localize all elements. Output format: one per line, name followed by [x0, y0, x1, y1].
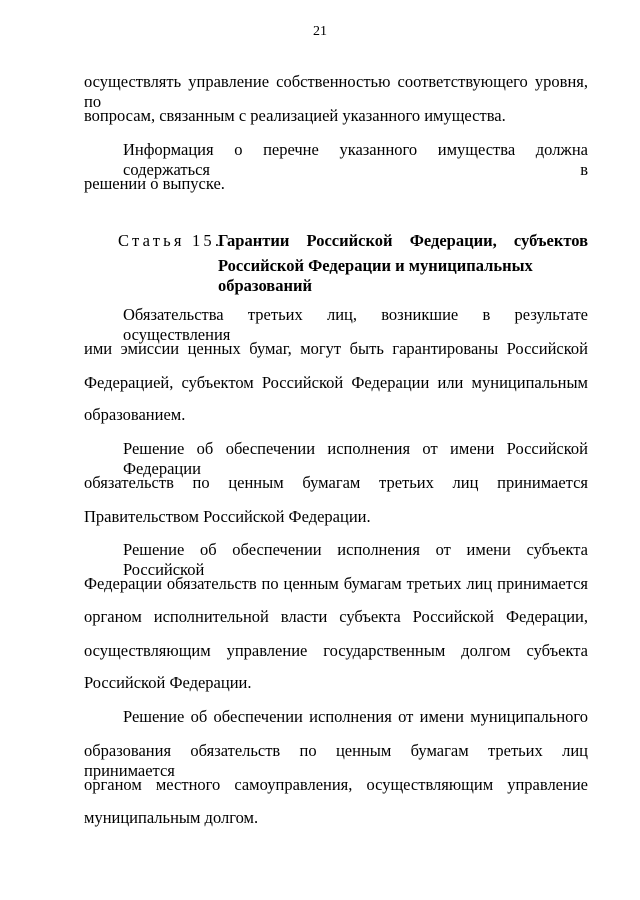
paragraph-4-line-2: обязательств по ценным бумагам третьих лиц принимается — [84, 473, 588, 492]
paragraph-6-line-1: Решение об обеспечении исполнения от имени муниципального — [123, 707, 588, 726]
article-title-line-2: Российской Федерации и муниципальных образований — [218, 256, 533, 295]
article-label: Статья 15. — [118, 231, 223, 250]
paragraph-3-line-4: образованием. — [84, 405, 186, 424]
article-title-line-1: Гарантии Российской Федерации, субъектов — [218, 231, 588, 250]
paragraph-4-line-3: Правительством Российской Федерации. — [84, 507, 371, 526]
paragraph-2-line-2: решении о выпуске. — [84, 174, 225, 193]
paragraph-6-line-2: образования обязательств по ценным бумагам третьих лиц принимается — [84, 741, 588, 780]
paragraph-5-line-5: Российской Федерации. — [84, 673, 252, 692]
paragraph-4-line-1: Решение об обеспечении исполнения от имени Российской Федерации — [123, 439, 588, 478]
paragraph-5-line-4: осуществляющим управление государственным долгом субъекта — [84, 641, 588, 660]
paragraph-3-line-1: Обязательства третьих лиц, возникшие в результате осуществления — [123, 305, 588, 344]
paragraph-1-line-2: вопросам, связанным с реализацией указанного имущества. — [84, 106, 506, 125]
paragraph-3-line-2: ими эмиссии ценных бумаг, могут быть гарантированы Российской — [84, 339, 588, 358]
paragraph-6-line-3: органом местного самоуправления, осуществляющим управление — [84, 775, 588, 794]
paragraph-6-line-4: муниципальным долгом. — [84, 808, 259, 827]
paragraph-5-line-3: органом исполнительной власти субъекта Российской Федерации, — [84, 607, 588, 626]
paragraph-2-line-1: Информация о перечне указанного имущества должна содержаться в — [123, 140, 588, 179]
page-number: 21 — [313, 24, 327, 39]
paragraph-5-line-2: Федерации обязательств по ценным бумагам третьих лиц принимается — [84, 574, 588, 593]
paragraph-5-line-1: Решение об обеспечении исполнения от имени субъекта Российской — [123, 540, 588, 579]
paragraph-1-line-1: осуществлять управление собственностью соответствующего уровня, по — [84, 72, 588, 111]
paragraph-3-line-3: Федерацией, субъектом Российской Федерации или муниципальным — [84, 373, 588, 392]
